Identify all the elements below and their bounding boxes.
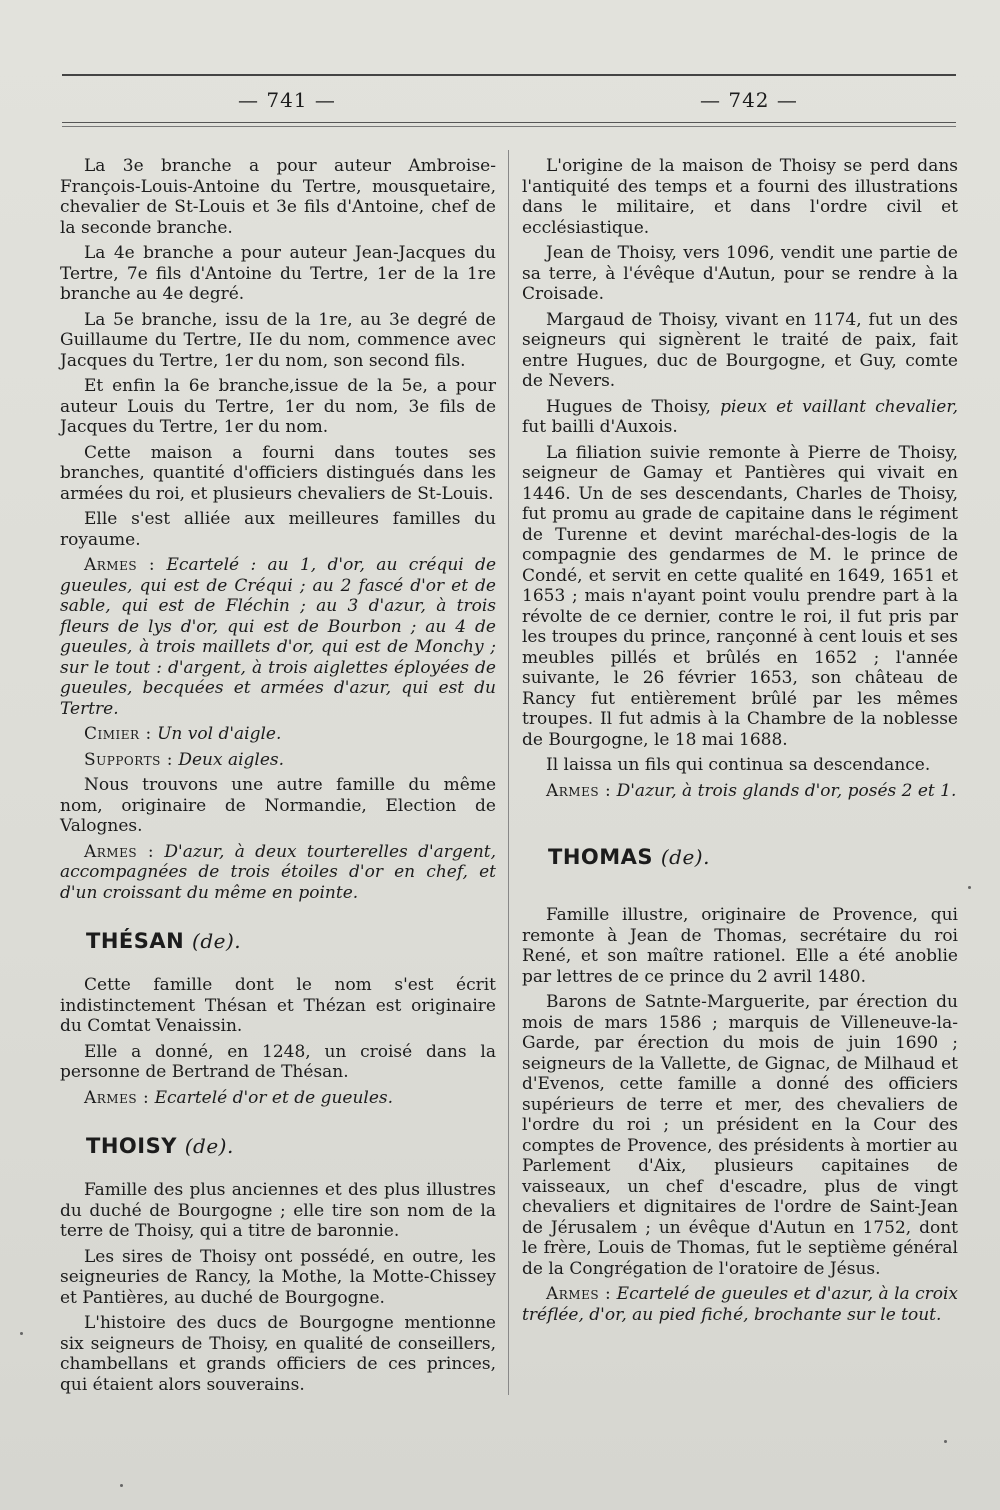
armes-label: Armes : [84,1087,150,1108]
cimier-label: Cimier : [84,724,152,744]
armes-paragraph [522,781,958,802]
family-name: THOMAS [548,845,654,869]
armes-text: Ecartelé d'or et de gueules. [154,1087,394,1108]
page-number-right: — 742 — [700,88,798,112]
armes-text: D'azur, à deux tourterelles d'argent, accompagnées de trois étoiles d'or en chef, et d'un croissant du même en pointe. [60,841,497,903]
armes-text: Ecartelé : au 1, d'or, au créqui de gueules, qui est de Créqui ; au 2 fascé d'or et de sable, qui est de Fléchin ; au 3 d'azur, à trois fleurs de lys d'or, qui est de Bourbon ; au 4 de gueules, à trois maillets d'or, qui est de Monchy ; sur le tout : d'argent, à trois aiglettes éployées de gueules, becquées et armées d'azur, qui est du Tertre. [60,555,496,719]
paragraph: Nous trouvons une autre famille du même nom, originaire de Normandie, Election de Valognes. [60,775,496,836]
header-rule-top [62,74,956,76]
paper-speck [20,1332,23,1335]
header-rule-bottom-2 [62,126,956,127]
paragraph: Il laissa un fils qui continua sa descendance. [546,755,931,775]
column-divider [508,150,509,1395]
armes-paragraph [60,555,496,719]
armes-label: Armes : [546,1284,612,1304]
right-column [522,156,958,1330]
paragraph: Margaud de Thoisy, vivant en 1174, fut un des seigneurs qui signèrent le traité de paix, fait entre Hugues, duc de Bourgogne, et Guy, comte de Nevers. [522,309,958,391]
paragraph: Famille des plus anciennes et des plus illustres du duché de Bourgogne ; elle tire son nom de la terre de Thoisy, qui a titre de baronnie. [60,1180,496,1241]
family-heading-thesan [86,929,496,953]
armes-label: Armes : [546,780,612,801]
armes-label: Armes : [84,841,155,862]
paper-speck [968,886,971,889]
family-particle: (de). [660,845,710,869]
text-run: fut bailli d'Auxois. [522,417,678,437]
armes-paragraph [60,1088,496,1109]
supports-label: Supports : [84,749,173,770]
family-name: THOISY [86,1134,177,1158]
family-heading-thoisy [86,1134,496,1158]
armes-paragraph [522,1284,958,1325]
paragraph: Cette famille dont le nom s'est écrit indistinctement Thésan et Thézan est originaire du Comtat Venaissin. [60,975,496,1036]
paragraph: Les sires de Thoisy ont possédé, en outre, les seigneuries de Rancy, la Mothe, la Motte-Chissey et Pantières, au duché de Bourgogne. [60,1246,496,1308]
paragraph: Cette maison a fourni dans toutes ses branches, quantité d'officiers distingués dans les armées du roi, et plusieurs chevaliers de St-Louis. [60,442,496,504]
paragraph: Famille illustre, originaire de Provence, qui remonte à Jean de Thomas, secrétaire du roi René, et son maître rationel. Elle a été anoblie par lettres de ce prince du 2 avril 1480. [522,905,958,987]
paragraph: L'histoire des ducs de Bourgogne mentionne six seigneurs de Thoisy, en qualité de conseillers, chambellans et grands officiers de ces princes, qui étaient alors souverains. [60,1313,496,1395]
paper-speck [120,1484,123,1487]
text-run: Hugues de Thoisy, [546,396,711,417]
family-name: THÉSAN [86,929,185,953]
text-run-italic: pieux et vaillant chevalier, [720,396,959,417]
page-number-left: — 741 — [238,88,336,112]
paragraph [522,397,958,438]
left-column [60,156,496,1400]
paragraph: La filiation suivie remonte à Pierre de Thoisy, seigneur de Gamay et Pantières qui vivait en 1446. Un de ses descendants, Charles de Thoisy, fut promu au grade de capitaine dans le régiment de Turenne et devint maréchal-des-logis de la compagnie des gendarmes de M. le prince de Condé, et servit en cette qualité en 1649, 1651 et 1653 ; mais n'ayant point voulu prendre part à la révolte de ce dernier, contre le roi, il fut pris par les troupes du prince, rançonné à cent louis et ses meubles pillés et brûlés en 1652 ; l'année suivante, le 26 février 1653, son château de Rancy fut entièrement brûlé par les mêmes troupes. Il fut admis à la Chambre de la noblesse de Bourgogne, le 18 mai 1688. [522,442,958,750]
family-heading-thomas [548,845,958,869]
paragraph: Barons de Satnte-Marguerite, par érection du mois de mars 1586 ; marquis de Villeneuve-la-Garde, par érection du mois de juin 1690 ; seigneurs de la Vallette, de Gignac, de Milhaud et d'Evenos, cette famille a donné des officiers supérieurs de terre et mer, des chevaliers de l'ordre du roi ; un président en la Cour des comptes de Provence, des présidents à mortier au Parlement d'Aix, plusieurs capitaines de vaisseaux, un chef d'escadre, plus de vingt chevaliers et dignitaires de l'ordre de Saint-Jean de Jérusalem ; un évêque d'Autun en 1752, dont le frère, Louis de Thomas, fut le septième général de la Congrégation de l'oratoire de Jésus. [522,992,958,1279]
family-particle: (de). [184,1134,234,1158]
paragraph: Jean de Thoisy, vers 1096, vendit une partie de sa terre, à l'évêque d'Autun, pour se rendre à la Croisade. [522,243,958,304]
armes-text: Ecartelé de gueules et d'azur, à la croix tréflée, d'or, au pied fiché, brochante sur le tout. [522,1284,958,1325]
header-rule-bottom [62,122,956,123]
paper-speck [944,1440,947,1443]
family-particle: (de). [192,929,242,953]
supports-text: Deux aigles. [178,749,285,770]
paragraph: Elle s'est alliée aux meilleures familles du royaume. [60,509,496,550]
cimier-text: Un vol d'aigle. [157,724,282,744]
paragraph: La 4e branche a pour auteur Jean-Jacques du Tertre, 7e fils d'Antoine du Tertre, 1er de la 1re branche au 4e degré. [60,243,496,304]
supports-paragraph [60,750,496,771]
paragraph: L'origine de la maison de Thoisy se perd dans l'antiquité des temps et a fourni des illustrations dans le militaire, et dans l'ordre civil et ecclésiastique. [522,156,958,238]
armes-label: Armes : [84,555,156,575]
paragraph: La 3e branche a pour auteur Ambroise-François-Louis-Antoine du Tertre, mousquetaire, chevalier de St-Louis et 3e fils d'Antoine, chef de la seconde branche. [60,156,496,238]
armes-text: D'azur, à trois glands d'or, posés 2 et 1. [616,780,957,801]
cimier-paragraph [60,724,496,745]
paragraph: Et enfin la 6e branche,issue de la 5e, a pour auteur Louis du Tertre, 1er du nom, 3e fils de Jacques du Tertre, 1er du nom. [60,376,496,437]
armes-paragraph [60,842,496,904]
paragraph: La 5e branche, issu de la 1re, au 3e degré de Guillaume du Tertre, IIe du nom, commence avec Jacques du Tertre, 1er du nom, son second fils. [60,309,496,371]
paragraph: Elle a donné, en 1248, un croisé dans la personne de Bertrand de Thésan. [60,1041,496,1082]
